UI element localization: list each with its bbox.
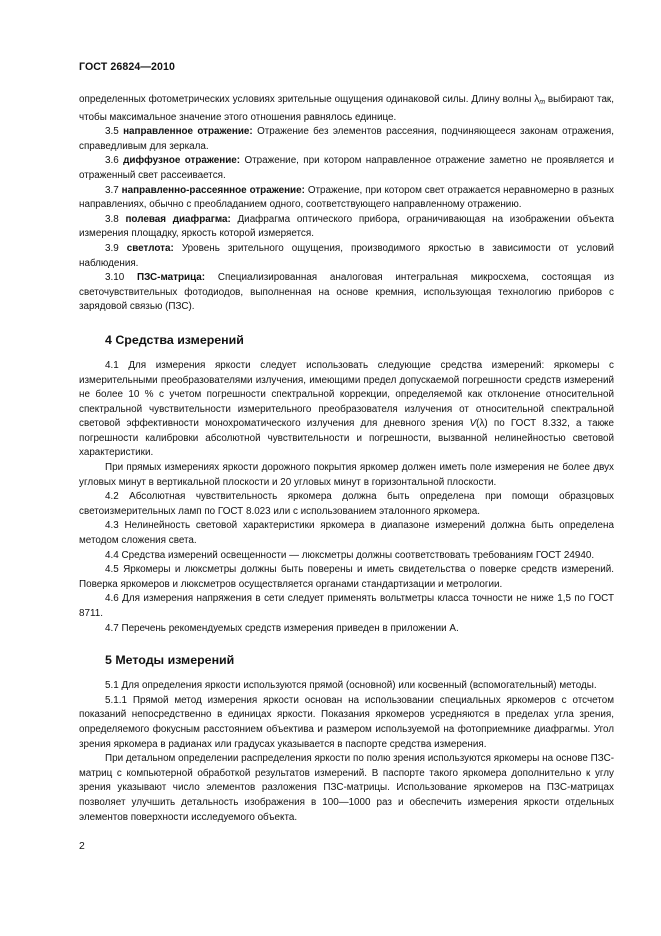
definition-text: Отражение без элементов рассеяния, подчиняющееся законам отражения, справедливым для зеркала. (79, 126, 615, 152)
clause-text: 4.1 Для измерения яркости следует использовать следующие средства измерений: яркомеры с измерительными преобразователями излучения, имеющими предел допускаемой погрешности средств измерений не более 10 % с учетом погрешности спектральной коррекции, определяемой как отклонение относительной спектральной чувствительности измерительного преобразователя излучения от относительной спектральной световой эффективности монохроматического излучения для дневного зрения (79, 359, 614, 430)
definition-3-5 (79, 125, 614, 154)
lambda-subscript: m (539, 99, 546, 106)
page-number: 2 (79, 841, 85, 852)
definition-text: Отражение, при котором свет отражается неравномерно в разных направлениях, обычно с преобладанием одного, соответствующего направленному отражению. (79, 184, 614, 211)
definition-3-8 (79, 213, 614, 242)
clause-4-1-note: При прямых измерениях яркости дорожного покрытия яркомер должен иметь поле измерения не более двух угловых минут в вертикальной плоскости и 20 угловых минут в горизонтальной плоскости. (79, 462, 614, 488)
definition-number: 3.10 (105, 272, 125, 284)
clause-4-6: 4.6 Для измерения напряжения в сети следует применять вольтметры класса точности не ниже 1,5 по ГОСТ 8711. (79, 593, 614, 619)
intro-text-end: выбирают так, чтобы максимальное значение этого отношения равнялось единице. (79, 94, 614, 123)
definition-term: полевая диафрагма: (125, 213, 231, 225)
clause-4-7: 4.7 Перечень рекомендуемых средств измерения приведен в приложении А. (105, 622, 459, 634)
clause-4-4: 4.4 Средства измерений освещенности — люксметры должны соответствовать требованиям ГОСТ 24940. (105, 549, 595, 561)
definition-number: 3.7 (105, 184, 119, 196)
definition-3-7 (79, 184, 614, 213)
clause-text-end: (λ) по ГОСТ 8.332, а также погрешности калибровки абсолютной чувствительности и погрешности, вызванной нелинейностью световой характеристики. (79, 418, 614, 459)
definition-number: 3.9 (105, 242, 119, 254)
definition-term: направленно-рассеянное отражение: (121, 184, 305, 196)
definition-text: Диафрагма оптического прибора, ограничивающая на изображении объекта измерения площадку, яркость которой измеряется. (79, 213, 614, 240)
definition-term: светлота: (126, 242, 174, 254)
definition-text: Специализированная аналоговая интегральная микросхема, состоящая из светочувствительных фотодиодов, выполненная на основе кремния, использующая технологию приборов с зарядовой связью (ПЗС). (79, 272, 614, 313)
clause-5-1-1: 5.1.1 Прямой метод измерения яркости основан на использовании специальных яркомеров с отсчетом показаний непосредственно в единицах яркости. Показания яркомеров усредняются в пределах угла зрения, определяемого фокусным расстоянием объектива и размером используемой на фотоприемнике диафрагмы. Угол зрения яркомера в радианах или градусах указывается в паспорте средства измерения. (79, 694, 614, 750)
definition-3-6 (79, 154, 614, 183)
definition-number: 3.6 (105, 155, 119, 167)
definition-3-10 (79, 271, 614, 315)
definition-text: Уровень зрительного ощущения, производимого яркостью в зависимости от условий наблюдения. (79, 242, 614, 269)
definition-number: 3.5 (105, 126, 119, 138)
definition-number: 3.8 (105, 213, 119, 225)
definition-term: диффузное отражение: (123, 155, 241, 167)
intro-paragraph (79, 93, 614, 125)
page-header: ГОСТ 26824—2010 (79, 61, 176, 73)
definition-term: направленное отражение: (123, 126, 253, 138)
intro-text: определенных фотометрических условиях зрительные ощущения одинаковой силы. Длину волны λ (79, 94, 540, 105)
definition-text: Отражение, при котором направленное отражение заметно не проявляется и отраженный свет рассеивается. (79, 155, 614, 181)
clause-4-2: 4.2 Абсолютная чувствительность яркомера должна быть определена при помощи образцовых светоизмерительных ламп по ГОСТ 8.023 или с использованием эталонного яркомера. (79, 491, 614, 517)
section-4-heading: 4 Средства измерений (105, 332, 244, 347)
definition-term: ПЗС-матрица: (137, 272, 206, 284)
page-content (79, 93, 614, 825)
clause-4-3: 4.3 Нелинейность световой характеристики яркомера в диапазоне измерений должна быть определена методом сложения света. (79, 520, 614, 547)
clause-5-1: 5.1 Для определения яркости используются прямой (основной) или косвенный (вспомогательный) методы. (105, 680, 597, 692)
clause-4-5: 4.5 Яркомеры и люксметры должны быть поверены и иметь свидетельства о поверке средств измерений. Поверка яркомеров и люксметров осуществляется органами стандартизации и метрологии. (79, 564, 614, 590)
clause-4-1 (79, 359, 614, 461)
v-lambda-symbol: V (469, 418, 477, 430)
clause-5-1-1-detail: При детальном определении распределения яркости по полю зрения используются яркомеры на основе ПЗС-матриц с компьютерной обработкой результатов измерений. В паспорте такого яркомера дополнительно к углу зрения указывают число элементов разложения ПЗС-матрицы. Использование яркомеров на ПЗС-матрицах позволяет улучшить детальность изображения в 100—1000 раз и обеспечить измерения яркости отдельных элементов поверхности исследуемого объекта. (79, 753, 614, 823)
section-5-heading: 5 Методы измерений (105, 653, 235, 668)
definition-3-9 (79, 242, 614, 271)
